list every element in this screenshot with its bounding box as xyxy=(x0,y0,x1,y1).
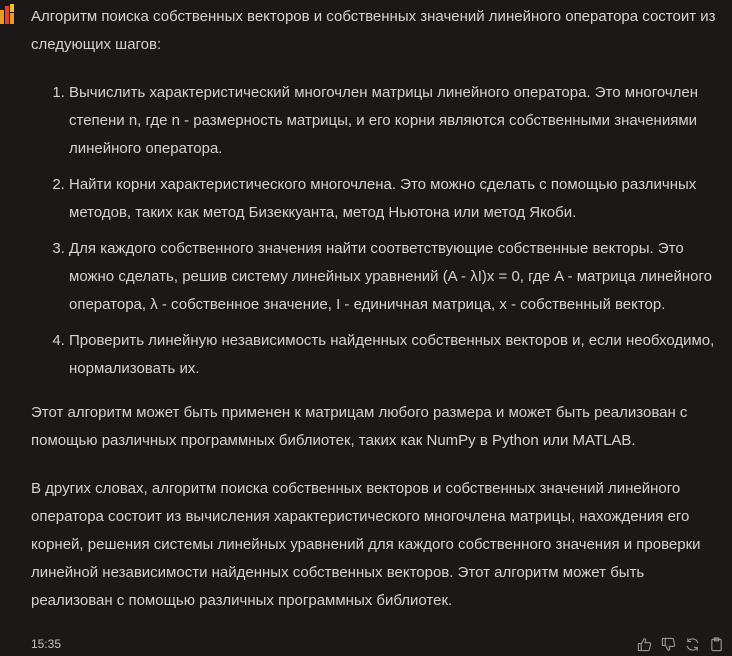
list-item: 1. Вычислить характеристический многочлен матрицы линейного оператора. Это многочлен степени n, где n - размерность матрицы, и его корни являются собственными значениями линейного оператора. xyxy=(69,79,721,163)
copy-icon[interactable] xyxy=(709,637,724,652)
bot-avatar-icon xyxy=(0,4,14,24)
list-item: 4. Проверить линейную независимость найденных собственных векторов и, если необходимо, нормализовать их. xyxy=(69,327,721,383)
message-footer xyxy=(31,634,724,654)
message-paragraph: Этот алгоритм может быть применен к матрицам любого размера и может быть реализован с помощью различных программных библиотек, таких как NumPy в Python или MATLAB. xyxy=(31,404,688,449)
steps-list xyxy=(31,79,721,383)
assistant-message xyxy=(31,3,721,615)
message-timestamp: 15:35 xyxy=(31,637,62,651)
refresh-icon[interactable] xyxy=(685,637,700,652)
message-paragraph: В других словах, алгоритм поиска собственных векторов и собственных значений линейного оператора состоит из вычисления характеристического многочлена матрицы, нахождения его корней, решения системы линейных уравнений для каждого собственного значения и проверки линейной независимости найденных собственных векторов. Этот алгоритм может быть реализован с помощью различных программных библиотек. xyxy=(31,480,701,609)
list-item: 2. Найти корни характеристического многочлена. Это можно сделать с помощью различных методов, таких как метод Бизеккуанта, метод Ньютона или метод Якоби. xyxy=(69,171,721,227)
list-item: 3. Для каждого собственного значения найти соответствующие собственные векторы. Это можно сделать, решив систему линейных уравнений (A - λI)x = 0, где A - матрица линейного оператора, λ - собственное значение, I - единичная матрица, x - собственный вектор. xyxy=(69,235,721,319)
message-intro: Алгоритм поиска собственных векторов и собственных значений линейного оператора состоит из следующих шагов: xyxy=(31,8,716,53)
thumbs-down-icon[interactable] xyxy=(661,637,676,652)
thumbs-up-icon[interactable] xyxy=(637,637,652,652)
message-actions xyxy=(637,637,724,652)
